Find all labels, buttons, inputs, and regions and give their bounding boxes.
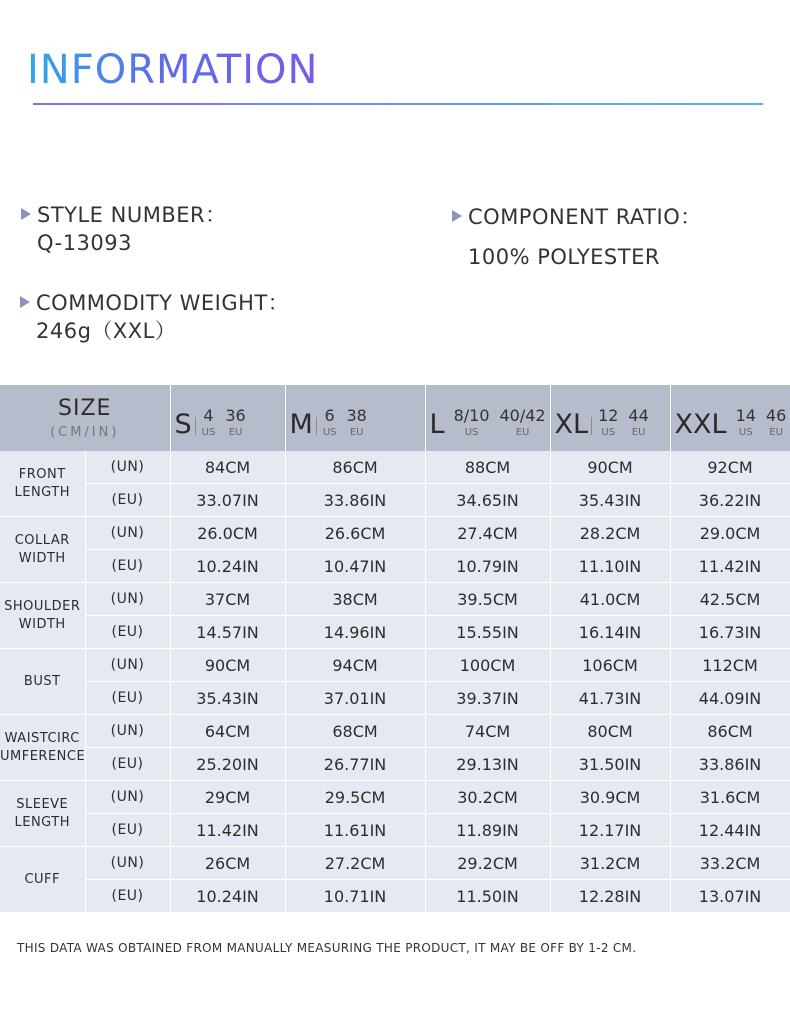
measurement-name [0,715,85,781]
measurement-name [0,583,85,649]
cm-value-cell: 37CM [170,583,285,616]
table-row [0,847,790,880]
table-row [0,814,790,847]
unit-label-eu: (EU) [85,880,170,913]
us-size-label: US [201,427,216,438]
size-letter: M [289,409,313,440]
inch-value-cell: 12.28IN [550,880,670,913]
us-size-value: 6 [324,406,335,425]
measurement-name-line1: SHOULDER [4,598,81,614]
cm-value-cell: 106CM [550,649,670,682]
component-ratio-block [468,203,702,271]
cm-value-cell: 26.0CM [170,517,285,550]
table-row [0,715,790,748]
inch-value-cell: 11.89IN [425,814,550,847]
cm-value-cell: 29CM [170,781,285,814]
unit-label-un: (UN) [85,451,170,484]
cm-value-cell: 31.6CM [670,781,790,814]
measurement-name-line1: BUST [23,673,61,689]
size-column-m [285,385,425,451]
inch-value-cell: 10.24IN [170,880,285,913]
unit-label-eu: (EU) [85,484,170,517]
inch-value-cell: 39.37IN [425,682,550,715]
component-ratio-value: 100% POLYESTER [468,245,660,269]
inch-value-cell: 11.42IN [670,550,790,583]
measurement-name-line1: WAISTCIRC [4,730,80,746]
size-letter: L [429,409,445,440]
unit-label-un: (UN) [85,517,170,550]
cm-value-cell: 26CM [170,847,285,880]
eu-size-value: 40/42 [499,406,546,425]
inch-value-cell: 14.57IN [170,616,285,649]
size-header-row [0,385,790,451]
measurement-name [0,847,85,913]
size-chart-table [0,385,790,913]
table-row [0,616,790,649]
unit-label-un: (UN) [85,847,170,880]
measurement-name-line1: FRONT [18,466,66,482]
inch-value-cell: 25.20IN [170,748,285,781]
title-divider [33,103,763,105]
inch-value-cell: 11.61IN [285,814,425,847]
size-column-l [425,385,550,451]
unit-label-un: (UN) [85,649,170,682]
inch-value-cell: 16.14IN [550,616,670,649]
style-number-block [37,201,227,257]
inch-value-cell: 14.96IN [285,616,425,649]
bullet-arrow-icon [452,210,462,222]
page-title: INFORMATION [27,47,319,93]
size-divider [591,417,592,435]
inch-value-cell: 11.42IN [170,814,285,847]
us-size-value: 14 [735,406,756,425]
inch-value-cell: 10.24IN [170,550,285,583]
inch-value-cell: 15.55IN [425,616,550,649]
cm-value-cell: 38CM [285,583,425,616]
style-number-value: Q-13093 [37,231,132,255]
size-chart-body [0,451,790,913]
cm-value-cell: 28.2CM [550,517,670,550]
size-column-s [170,385,285,451]
cm-value-cell: 64CM [170,715,285,748]
table-row [0,484,790,517]
size-column-xl [550,385,670,451]
commodity-weight-label: COMMODITY WEIGHT： [36,291,290,315]
us-size-label: US [738,427,753,438]
eu-size [225,407,245,439]
table-row [0,649,790,682]
cm-value-cell: 80CM [550,715,670,748]
inch-value-cell: 41.73IN [550,682,670,715]
us-size [598,407,618,439]
inch-value-cell: 33.07IN [170,484,285,517]
cm-value-cell: 27.2CM [285,847,425,880]
inch-value-cell: 12.17IN [550,814,670,847]
us-size [202,407,216,439]
eu-size-value: 44 [628,406,649,425]
cm-value-cell: 90CM [170,649,285,682]
eu-size [766,407,786,439]
inch-value-cell: 34.65IN [425,484,550,517]
inch-value-cell: 12.44IN [670,814,790,847]
measurement-name [0,517,85,583]
us-size [736,407,756,439]
inch-value-cell: 35.43IN [550,484,670,517]
us-size-value: 4 [203,406,214,425]
inch-value-cell: 33.86IN [670,748,790,781]
measurement-name [0,451,85,517]
cm-value-cell: 100CM [425,649,550,682]
unit-label-eu: (EU) [85,748,170,781]
cm-value-cell: 90CM [550,451,670,484]
size-header-cell [0,385,170,451]
table-row [0,781,790,814]
commodity-weight-value: 246g（XXL） [36,319,177,343]
eu-size [346,407,366,439]
measurement-name-line1: SLEEVE [16,796,69,812]
unit-label-un: (UN) [85,715,170,748]
inch-value-cell: 13.07IN [670,880,790,913]
us-size [454,407,490,439]
cm-value-cell: 26.6CM [285,517,425,550]
unit-label-eu: (EU) [85,814,170,847]
inch-value-cell: 33.86IN [285,484,425,517]
unit-label-eu: (EU) [85,550,170,583]
eu-size-label: EU [631,427,646,438]
inch-value-cell: 37.01IN [285,682,425,715]
table-row [0,451,790,484]
measurement-name-line1: COLLAR [14,532,70,548]
cm-value-cell: 112CM [670,649,790,682]
cm-value-cell: 88CM [425,451,550,484]
eu-size [500,407,546,439]
cm-value-cell: 30.9CM [550,781,670,814]
cm-value-cell: 94CM [285,649,425,682]
size-divider [195,417,196,435]
cm-value-cell: 92CM [670,451,790,484]
style-number-label: STYLE NUMBER： [37,203,227,227]
size-letter: S [174,409,192,440]
us-size [323,407,337,439]
cm-value-cell: 41.0CM [550,583,670,616]
cm-value-cell: 84CM [170,451,285,484]
size-column-xxl [670,385,790,451]
cm-value-cell: 68CM [285,715,425,748]
eu-size-value: 36 [225,406,246,425]
inch-value-cell: 10.47IN [285,550,425,583]
size-divider [316,417,317,435]
eu-size-label: EU [515,427,530,438]
measurement-name [0,649,85,715]
table-row [0,517,790,550]
us-size-label: US [464,427,479,438]
eu-size-label: EU [228,427,243,438]
eu-size-value: 38 [346,406,367,425]
inch-value-cell: 35.43IN [170,682,285,715]
inch-value-cell: 26.77IN [285,748,425,781]
cm-value-cell: 30.2CM [425,781,550,814]
cm-value-cell: 29.0CM [670,517,790,550]
measurement-name-line2: LENGTH [14,814,70,830]
us-size-label: US [322,427,337,438]
unit-label-un: (UN) [85,583,170,616]
cm-value-cell: 31.2CM [550,847,670,880]
table-row [0,550,790,583]
table-row [0,880,790,913]
measurement-name-line2: WIDTH [18,550,66,566]
us-size-value: 12 [598,406,619,425]
measurement-name-line2: LENGTH [14,484,70,500]
bullet-arrow-icon [20,296,30,308]
measurement-name-line1: CUFF [24,871,61,887]
measurement-name-line2: WIDTH [18,616,66,632]
inch-value-cell: 10.71IN [285,880,425,913]
us-size-label: US [601,427,616,438]
cm-value-cell: 33.2CM [670,847,790,880]
eu-size-label: EU [349,427,364,438]
table-row [0,682,790,715]
cm-value-cell: 29.5CM [285,781,425,814]
us-size-value: 8/10 [453,406,490,425]
unit-label-un: (UN) [85,781,170,814]
size-letter: XXL [674,409,727,440]
cm-value-cell: 74CM [425,715,550,748]
size-unit-label: (CM/IN) [50,425,120,440]
cm-value-cell: 29.2CM [425,847,550,880]
cm-value-cell: 27.4CM [425,517,550,550]
inch-value-cell: 16.73IN [670,616,790,649]
commodity-weight-block [36,289,289,345]
cm-value-cell: 39.5CM [425,583,550,616]
component-ratio-label: COMPONENT RATIO： [468,205,702,229]
eu-size-value: 46 [765,406,787,425]
inch-value-cell: 31.50IN [550,748,670,781]
inch-value-cell: 36.22IN [670,484,790,517]
inch-value-cell: 11.50IN [425,880,550,913]
table-row [0,748,790,781]
measurement-name [0,781,85,847]
cm-value-cell: 86CM [285,451,425,484]
inch-value-cell: 29.13IN [425,748,550,781]
inch-value-cell: 11.10IN [550,550,670,583]
size-label: SIZE [58,396,112,421]
bullet-arrow-icon [21,208,31,220]
cm-value-cell: 42.5CM [670,583,790,616]
unit-label-eu: (EU) [85,682,170,715]
eu-size-label: EU [769,427,783,438]
table-row [0,583,790,616]
size-letter: XL [554,409,589,440]
eu-size [628,407,648,439]
cm-value-cell: 86CM [670,715,790,748]
measurement-name-line2: UMFERENCE [0,748,86,764]
inch-value-cell: 10.79IN [425,550,550,583]
unit-label-eu: (EU) [85,616,170,649]
inch-value-cell: 44.09IN [670,682,790,715]
measurement-footnote: THIS DATA WAS OBTAINED FROM MANUALLY MEASURING THE PRODUCT, IT MAY BE OFF BY 1-2 CM. [17,941,637,955]
